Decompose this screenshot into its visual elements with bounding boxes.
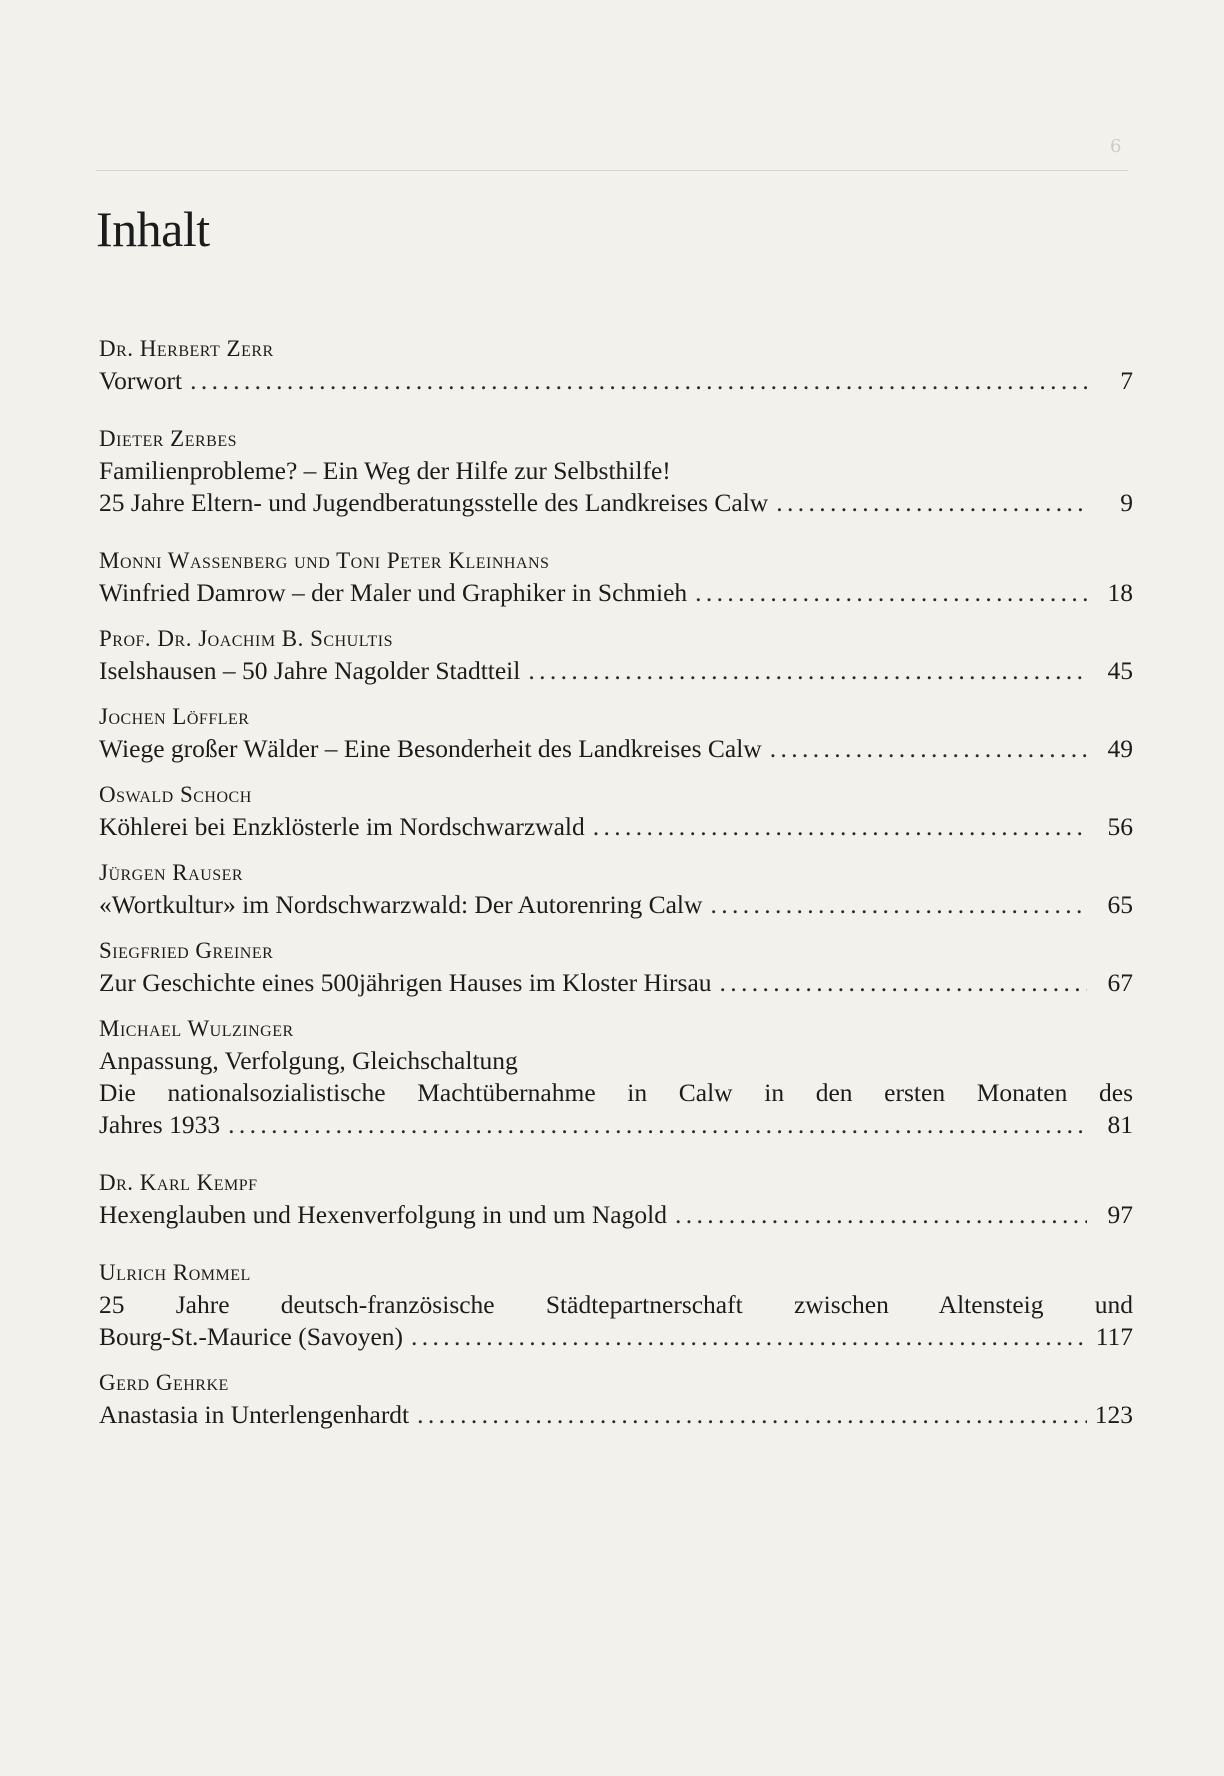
toc-author: Jochen Löffler [99,704,250,729]
toc-entry [99,333,1133,397]
dot-leader [710,889,1087,921]
toc-title-row [99,1321,1133,1353]
toc-page-number: 117 [1095,1322,1133,1351]
toc-title: Vorwort [99,366,183,395]
toc-title: «Wortkultur» im Nordschwarzwald: Der Autorenring Calw [99,890,703,919]
toc-author: Prof. Dr. Joachim B. Schultis [99,626,394,651]
toc-author: Dieter Zerbes [99,426,238,451]
toc-entry [99,545,1133,609]
toc-title-row [99,1109,1133,1141]
toc-title-row [99,365,1133,397]
toc-title-row [99,733,1133,765]
toc-title-row [99,577,1133,609]
toc-author: Dr. Karl Kempf [99,1170,258,1195]
bleed-through-page-number: 6 [1110,136,1122,157]
toc-entry [99,423,1133,519]
table-of-contents [99,333,1133,1431]
toc-page-number: 81 [1107,1110,1133,1139]
dot-leader [720,967,1087,999]
toc-title-line: Die nationalsozialistische Machtübernahme in Calw in den ersten Monaten des [99,1078,1133,1107]
toc-title: Iselshausen – 50 Jahre Nagolder Stadtteil [99,656,521,685]
toc-author: Monni Wassenberg und Toni Peter Kleinhans [99,548,550,573]
toc-entry [99,779,1133,843]
dot-leader [593,811,1087,843]
toc-entry [99,1257,1133,1353]
toc-page-number: 67 [1107,968,1133,997]
page-title: Inhalt [96,201,210,257]
dot-leader [411,1321,1087,1353]
toc-title: Bourg-St.-Maurice (Savoyen) [99,1322,404,1351]
dot-leader [695,577,1087,609]
toc-title: Köhlerei bei Enzklösterle im Nordschwarzwald [99,812,585,841]
toc-author: Jürgen Rauser [99,860,244,885]
toc-title-row [99,487,1133,519]
toc-title-row [99,1199,1133,1231]
toc-page-number: 49 [1107,734,1133,763]
toc-entry [99,1167,1133,1231]
toc-author: Ulrich Rommel [99,1260,251,1285]
toc-page-number: 18 [1107,578,1133,607]
toc-title-line: Familienprobleme? – Ein Weg der Hilfe zur Selbsthilfe! [99,456,671,485]
toc-title: Anastasia in Unterlengenhardt [99,1400,410,1429]
toc-page-number: 123 [1094,1400,1133,1429]
toc-title-row [99,1399,1133,1431]
toc-title: Hexenglauben und Hexenverfolgung in und um Nagold [99,1200,667,1229]
dot-leader [228,1109,1087,1141]
toc-author: Gerd Gehrke [99,1370,229,1395]
header-rule [96,170,1128,171]
dot-leader [770,733,1087,765]
toc-entry [99,935,1133,999]
toc-page-number: 65 [1107,890,1133,919]
toc-title: Winfried Damrow – der Maler und Graphiker in Schmieh [99,578,688,607]
toc-title-line: 25 Jahre deutsch-französische Städtepartnerschaft zwischen Altensteig und [99,1290,1133,1319]
toc-page-number: 7 [1120,366,1133,395]
toc-entry [99,857,1133,921]
dot-leader [776,487,1087,519]
toc-entry [99,1367,1133,1431]
toc-entry [99,623,1133,687]
toc-entry [99,701,1133,765]
toc-title: Zur Geschichte eines 500jährigen Hauses im Kloster Hirsau [99,968,712,997]
toc-page-number: 56 [1107,812,1133,841]
dot-leader [417,1399,1087,1431]
dot-leader [190,365,1087,397]
toc-title-row [99,811,1133,843]
toc-title: 25 Jahre Eltern- und Jugendberatungsstelle des Landkreises Calw [99,488,769,517]
toc-page-number: 97 [1107,1200,1133,1229]
dot-leader [528,655,1087,687]
toc-author: Dr. Herbert Zerr [99,336,274,361]
toc-page-number: 45 [1107,656,1133,685]
toc-title: Wiege großer Wälder – Eine Besonderheit des Landkreises Calw [99,734,762,763]
toc-entry [99,1013,1133,1141]
toc-title-line: Anpassung, Verfolgung, Gleichschaltung [99,1046,518,1075]
toc-title-row [99,889,1133,921]
dot-leader [675,1199,1087,1231]
toc-title: Jahres 1933 [99,1110,221,1139]
toc-author: Siegfried Greiner [99,938,274,963]
toc-author: Oswald Schoch [99,782,252,807]
toc-title-row [99,967,1133,999]
toc-title-row [99,655,1133,687]
toc-page-number: 9 [1120,488,1133,517]
toc-author: Michael Wulzinger [99,1016,294,1041]
